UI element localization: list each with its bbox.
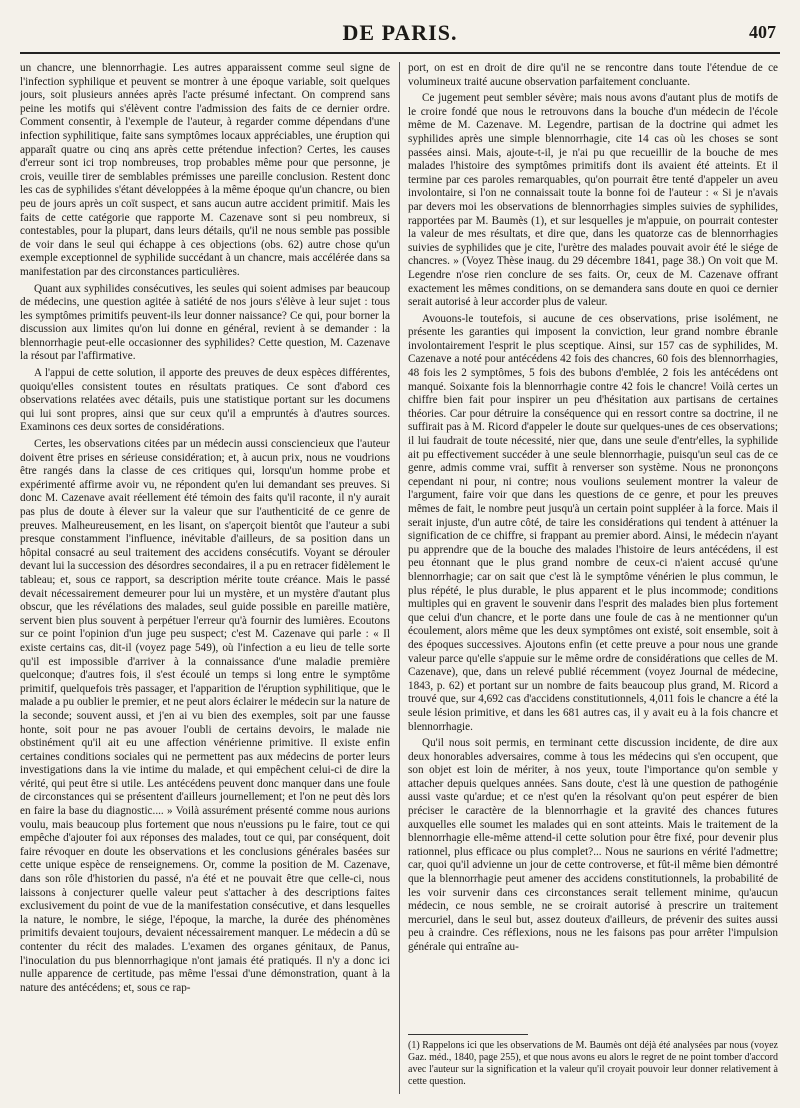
paragraph: Qu'il nous soit permis, en terminant cette discussion incidente, de dire aux deux honorables adversaires, comme à tous les médecins qui s'en occupent, que son objet est loin de mériter, à nos yeux, toute l'importance qu'on semble y attacher depuis quelques années. Sans doute, c'est là une question de pathogénie aussi vaste qu'ardue; et ce n'est qu'en la résolvant qu'on peut espérer de bien préciser le caractère de la blennorrhagie et la gravité des chances futures auxquelles elle soumet les malades qui en sont atteints. Mais le traitement de la blennorrhagie elle-même attend-il cette solution pour être fixé, pour devenir plus rationnel, plus efficace ou plus complet?... Nous ne saurions en vérité l'admettre; car, quoi qu'il advienne un jour de cette controverse, et fût-il même bien démontré que la blennorrhagie peut amener des accidens constitutionnels, la probabilité de les voir survenir dans ces circonstances serait tellement minime, qu'aucun médecin, ce nous semble, ne se croirait autorisé à prescrire un traitement mercuriel, dans le seul but, assez douteux d'ailleurs, de prévenir des suites aussi peu à craindre. Ces réflexions, nous ne les faisons pas pour arrêter l'impulsion générale qui entraîne au- bbox=[408, 737, 778, 953]
page-number: 407 bbox=[749, 22, 776, 42]
page-header bbox=[20, 18, 780, 54]
paragraph: port, on est en droit de dire qu'il ne se rencontre dans toute l'étendue de ce volumineux traité aucune observation parfaitement concluante. bbox=[408, 62, 778, 88]
left-column bbox=[20, 62, 390, 1094]
running-title: DE PARIS. bbox=[342, 20, 458, 45]
column-divider bbox=[399, 62, 400, 1094]
paragraph: Avouons-le toutefois, si aucune de ces observations, prise isolément, ne présente les garanties qui imposent la conviction, leur grand nombre ébranle involontairement l'esprit le plus sceptique. Ainsi, sur 157 cas de syphilides, M. Cazenave a noté pour antécédens 42 fois des chancres, 60 fois des blennorrhagies, 48 fois les 2 symptômes, 5 fois des bubons d'emblée, 2 fois les antécédens ont manqué. Soixante fois la blennorrhagie contre 42 fois le chancre! Voilà certes un chiffre bien fait pour inspirer un peu d'hésitation aux partisans de certaines théories. Car pour détruire la conséquence qui en ressort contre sa doctrine, il ne suffirait pas à M. Ricord d'appeler le doute sur quelques-unes de ces observations; il lui faudrait de toute nécessité, nier que, dans une seule d'entr'elles, la syphilide ait pu effectivement succéder à une seule blennorrhagie, puisqu'un seul cas de ce genre, admis comme vrai, suffit à renverser son système. Nous ne prononçons cependant ni pour, ni contre; nous voulions seulement montrer la valeur de l'argument, faire voir que dans les questions de ce genre, et pour les preuves mêmes de fait, le nombre peut jusqu'à un certain point suppléer à la force. Mais il serait injuste, d'un autre côté, de taire les considérations qui tendent à atténuer la signification de ce chiffre, si frappant au premier abord. Ainsi, le médecin n'ayant pu apprendre que de la bouche des malades l'histoire de leurs antécédens, il est peu étonnant que le plus grand nombre de ceux-ci n'aient accusé qu'une blennorrhagie; car on sait que c'est là le symptôme vénérien le plus commun, le plus répété, le plus durable, le plus apparent et le plus incommode; conditions multiples qui en gravent le souvenir dans l'esprit des malades bien plus fortement que celui d'un chancre, et le porte dans une foule de cas à ne mentionner qu'un écoulement, alors même que les deux symptômes ont existé, soit ensemble, soit à des époques successives. Ajoutons enfin (et cette preuve a pour nous une grande valeur parce qu'elle s'appuie sur le même ordre de considérations que celles de M. Cazenave), que, dans un relevé publié récemment (voyez Journal de médecine, 1843, p. 62) et portant sur un nombre de faits beaucoup plus grand, M. Ricord a trouvé que, sur 4,692 cas d'accidens constitutionnels, 4,011 fois le chancre a été la seule lésion primitive, et dans les 681 autres cas, il y avait eu à la fois chancre et blennorrhagie. bbox=[408, 312, 778, 733]
footnote: (1) Rappelons ici que les observations de M. Baumès ont déjà été analysées par nous (voyez Gaz. méd., 1840, page 255), et que nous avons eu alors le regret de ne point tomber d'accord avec l'auteur sur la signification et la valeur qu'il croyait pouvoir leur donner relativement à cette question. bbox=[408, 1040, 779, 1087]
paragraph: Certes, les observations citées par un médecin aussi consciencieux que l'auteur doivent être prises en sérieuse considération; et, à aucun prix, nous ne voudrions être rangés dans la classe de ces critiques qui, lorsqu'un homme probe et expérimenté affirme avoir vu, ne répondent qu'en lui demandant ses preuves. Si donc M. Cazenave avait réellement été témoin des faits qu'il raconte, il n'y aurait pas plus de doute à élever sur la valeur que sur l'authenticité de ce genre de preuves. Malheureusement, en les lisant, on s'aperçoit bientôt que l'auteur a subi presque constamment l'influence, inévitable d'ailleurs, de sa position dans un hôpital consacré au seul traitement des accidens consécutifs. Voyant se dérouler devant lui la succession des désordres secondaires, il a pu en retracer fidèlement le tableau; et, sous ce rapport, sa description mérite toute créance. Mais le passé devait nécessairement demeurer pour lui un mystère, et un mystère d'autant plus obscur, que les révélations des malades, seul guide possible en pareille matière, servent bien plus souvent à perpétuer l'erreur qu'à fournir des lumières. Ecoutons sur ce point l'opinion d'un juge peu suspect; c'est M. Cazenave qui parle : « Il existe certains cas, dit-il (voyez page 549), où l'infection a eu lieu de telle sorte qu'il est impossible d'arriver à la connaissance d'une maladie première quelconque; d'autres fois, il s'est écoulé un temps si long entre le symptôme primitif, quelquefois très passager, et l'apparition de l'éruption syphilitique, que le malade a pu oublier le premier, et ne peut alors éclairer le médecin sur la nature de la seconde; souvent aussi, et j'en ai vu bien des exemples, soit par une fausse honte, soit pour ne pas avouer l'oubli de certains devoirs, le malade nie obstinément qu'il ait eu une affection vénérienne primitive. Il existe enfin certaines conditions sociales qui ne permettent pas aux médecins de porter leurs investigations dans la vie intime du malade, et qui empêchent celui-ci de dire la vérité, qui peut être si utile. Les antécédens peuvent donc manquer dans une foule de circonstances qui se présentent d'ailleurs journellement; et l'on ne peut dès lors en faire la base du diagnostic.... » Voilà assurément présenté comme nous aurions voulu, mais beaucoup plus fortement que nous n'eussions pu le faire, tout ce qui empêche d'ajouter foi aux réponses des malades, tout ce qui, par conséquent, doit faire révoquer en doute les observations et les conclusions générales basées sur cette unique espèce de renseignemens. Or, comme la position de M. Cazenave, dans son rôle d'historien du passé, n'a été et ne pouvait être que celle-ci, nous laissons à conjecturer quelle valeur peut s'attacher à des descriptions faites exclusivement du point de vue de la manifestation consécutive, et dans lesquelles la nature, le nombre, le siége, l'époque, la marche, la durée des phénomènes primitifs devaient toujours, devaient nécessairement manquer. Le médecin a dû se contenter du récit des malades. L'examen des organes génitaux, de Panus, l'inoculation du pus blennorrhagique n'ont jamais été pratiqués. Il n'y a donc ici nulle apparence de certitude, pas même l'essai d'une démonstration, quant à la nature des antécédens; et, sous ce rap- bbox=[20, 438, 390, 994]
paragraph: Ce jugement peut sembler sévère; mais nous avons d'autant plus de motifs de le croire fondé que nous le retrouvons dans la bouche d'un médecin de l'école même de M. Cazenave. M. Legendre, partisan de la doctrine qui admet les syphilides après une simple blennorrhagie, cite 14 cas où les choses se sont passées ainsi. Mais, ajoute-t-il, je n'ai pu que recueillir de la bouche de mes malades l'histoire des symptômes primitifs dont ils avaient été atteints. Et il termine par ces paroles remarquables, qu'on pourrait être tenté d'appeler un aveu involontaire, si l'on ne connaissait toute la bonne foi de l'auteur : « Si je n'avais par devers moi les observations de blennorrhagies simples suivies de syphilides, rapportées par M. Baumès (1), et sur lesquelles je m'appuie, on pourrait contester la valeur de mes résultats, et dire que, dans les quatorze cas de blennorrhagies suivies de syphilides que je cite, l'urètre des malades pouvait avoir été le siége de chancres. » (Voyez Thèse inaug. du 29 décembre 1841, page 38.) On voit que M. Legendre n'ose rien conclure de ses faits. Or, ceux de M. Cazenave offrant exactement les mêmes conditions, on se demandera sans doute en quoi ce dernier serait autorisé à leur accorder plus de valeur. bbox=[408, 92, 778, 309]
footnote-divider bbox=[408, 1034, 528, 1035]
right-column bbox=[408, 62, 778, 1022]
paragraph: Quant aux syphilides consécutives, les seules qui soient admises par beaucoup de médecins, une question agitée à satiété de nos jours s'élève à leur sujet : tous les symptômes primitifs peuvent-ils leur donner naissance? Ce qui, pour borner la discussion aux limites qu'on lui donne en général, revient à se demander : la blennorrhagie peut-elle occasionner des syphilides? Cette question, M. Cazenave la résout par l'affirmative. bbox=[20, 282, 390, 363]
paragraph: A l'appui de cette solution, il apporte des preuves de deux espèces différentes, quoiqu'elles consistent toutes en résultats pratiques. Ce sont d'abord ces observations relatées avec détails, puis une statistique portant sur les documens qui lui sont propres, ainsi que sur ceux qu'il a empruntés à d'autres sources. Examinons ces deux sortes de considérations. bbox=[20, 367, 390, 434]
paragraph: un chancre, une blennorrhagie. Les autres apparaissent comme seul signe de l'infection syphilique et peuvent se montrer à une époque variable, soit quelques jours, soit plusieurs années après l'acte présumé infectant. On comprend sans peine les motifs qui s'élèvent contre l'admission des faits de ce dernier ordre. Comment consentir, à l'exemple de l'auteur, à regarder comme dépendans d'une infection syphilitique, faite sans symptômes locaux appréciables, une éruption qui apparaît quatre ou cinq ans après cette prétendue infection? Certes, les causes d'erreur sont ici trop nombreuses, trop probables même pour que personne, je crois, veuille tirer de semblables prémisses une pareille conclusion. Restent donc les cas de syphilides s'étant développées à la même époque qu'un chancre, ou bien peu de jours après un coït suspect, et sans aucun autre accident primitif. Mais les faits de cette catégorie que rapporte M. Cazenave sont si peu nombreux, si contestables, pour la plupart, dans leurs détails, qu'il ne nous semble pas possible de voir dans le seul qui échappe à ces objections (obs. 62) autre chose qu'un exemple exceptionnel de syphilide succédant à un chancre, mais accélérée dans sa manifestation par des circonstances particulières. bbox=[20, 62, 390, 278]
